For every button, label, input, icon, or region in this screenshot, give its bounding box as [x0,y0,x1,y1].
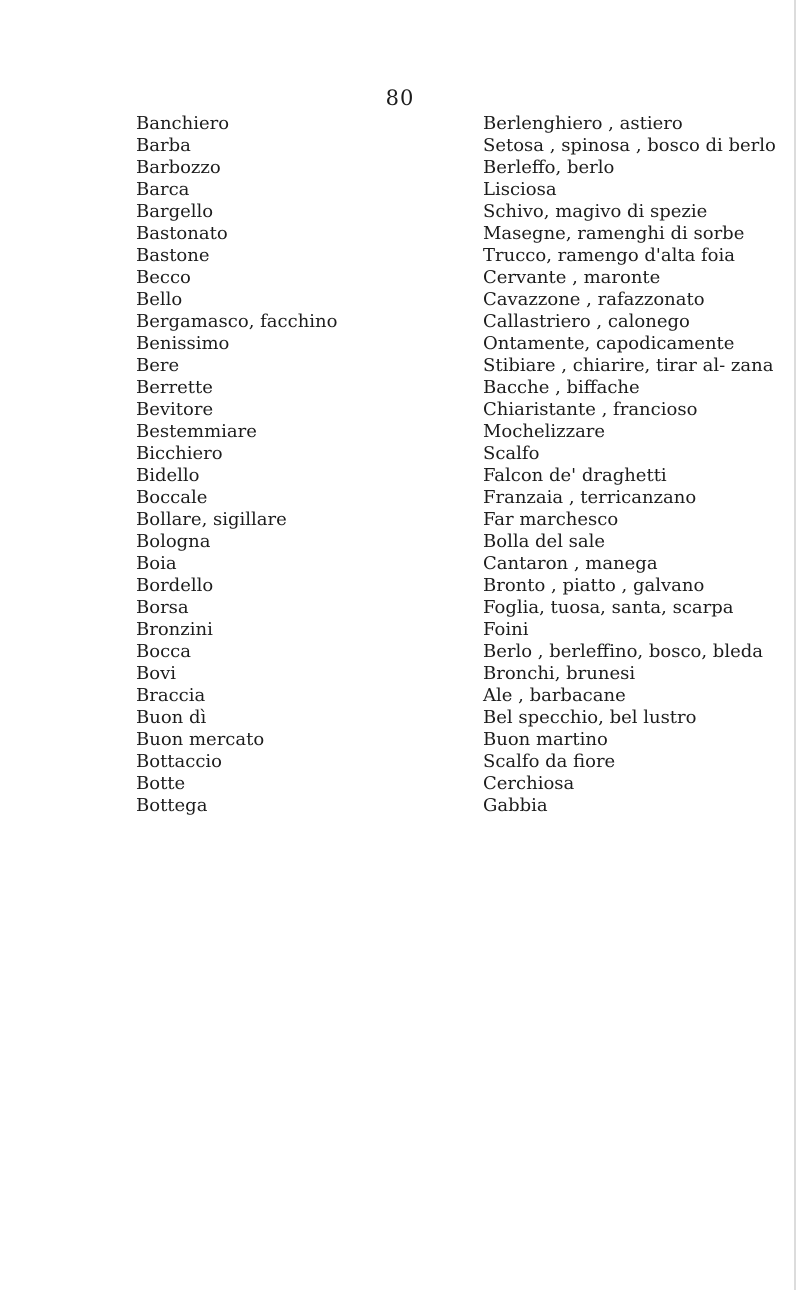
glossary-entry [136,399,776,421]
entry-gloss: Berlo , berleffino, bosco, bleda [483,641,763,662]
entry-term: Barbozzo [136,157,221,178]
entry-term: Bottega [136,795,208,816]
glossary-entry [136,179,776,201]
entry-term: Bevitore [136,399,214,420]
glossary-entry [136,729,776,751]
entry-gloss: Bronchi, brunesi [483,663,636,684]
entry-term: Bicchiero [136,443,223,464]
entry-term: Borsa [136,597,189,618]
entry-gloss: Foglia, tuosa, santa, scarpa [483,597,734,618]
entry-term: Bargello [136,201,214,222]
entry-gloss: Cantaron , manega [483,553,658,574]
glossary-entry [136,795,776,817]
entry-gloss: Trucco, ramengo d'alta foia [483,245,736,266]
glossary-entry [136,333,776,355]
glossary-entry [136,223,776,245]
entry-term: Boccale [136,487,208,508]
glossary-entry [136,575,776,597]
glossary-entry [136,113,776,135]
entry-gloss: Bolla del sale [483,531,606,552]
entry-gloss: Setosa , spinosa , bosco di berlo [483,135,776,156]
glossary-entry [136,663,776,685]
entry-term: Benissimo [136,333,230,354]
entry-term: Barba [136,135,191,156]
entry-gloss: Lisciosa [483,179,557,200]
glossary-entry [136,773,776,795]
entry-gloss: Foini [483,619,529,640]
glossary-entry [136,685,776,707]
entry-gloss: Chiaristante , francioso [483,399,698,420]
glossary-entry [136,355,776,377]
entry-term: Bordello [136,575,214,596]
entry-term: Bocca [136,641,191,662]
entry-gloss: Schivo, magivo di spezie [483,201,708,222]
glossary-entry [136,245,776,267]
entry-gloss: Ontamente, capodicamente [483,333,735,354]
entry-gloss: Berleffo, berlo [483,157,615,178]
glossary-entry [136,421,776,443]
glossary-entry [136,311,776,333]
entry-gloss: Scalfo [483,443,540,464]
glossary-entry [136,751,776,773]
entry-term: Banchiero [136,113,230,134]
entry-gloss: Bronto , piatto , galvano [483,575,705,596]
glossary-entry [136,531,776,553]
glossary-entry [136,641,776,663]
entry-term: Bello [136,289,183,310]
glossary-entry [136,707,776,729]
entry-term: Berrette [136,377,213,398]
glossary-entry [136,289,776,311]
glossary-entry [136,465,776,487]
entry-term: Bastone [136,245,210,266]
entry-gloss: Far marchesco [483,509,619,530]
entry-gloss: Mochelizzare [483,421,606,442]
entry-gloss: Cerchiosa [483,773,575,794]
entry-gloss: Bacche , biffache [483,377,640,398]
entry-term: Barca [136,179,190,200]
page-edge-line [794,0,796,1290]
entry-term: Botte [136,773,186,794]
entry-term: Buon mercato [136,729,265,750]
entry-gloss: Gabbia [483,795,548,816]
glossary-entry [136,267,776,289]
entry-term: Bollare, sigillare [136,509,287,530]
glossary-entry [136,201,776,223]
entry-gloss: Berlenghiero , astiero [483,113,683,134]
glossary-entry [136,619,776,641]
entry-gloss: Ale , barbacane [483,685,626,706]
glossary-list [136,113,776,817]
entry-term: Bottaccio [136,751,223,772]
entry-term: Bere [136,355,180,376]
entry-term: Bestemmiare [136,421,257,442]
glossary-entry [136,135,776,157]
glossary-entry [136,157,776,179]
glossary-entry [136,487,776,509]
entry-gloss: Franzaia , terricanzano [483,487,697,508]
entry-gloss: Buon martino [483,729,608,750]
entry-gloss: Callastriero , calonego [483,311,690,332]
entry-term: Bergamasco, facchino [136,311,338,332]
entry-gloss: Masegne, ramenghi di sorbe [483,223,745,244]
entry-term: Buon dì [136,707,207,728]
entry-term: Bastonato [136,223,228,244]
entry-gloss: Cavazzone , rafazzonato [483,289,705,310]
entry-term: Braccia [136,685,206,706]
entry-gloss: Stibiare , chiarire, tirar al- zana [483,355,774,376]
glossary-entry [136,443,776,465]
entry-term: Bologna [136,531,211,552]
glossary-entry [136,597,776,619]
entry-term: Becco [136,267,191,288]
entry-term: Bovi [136,663,176,684]
entry-gloss: Cervante , maronte [483,267,661,288]
entry-term: Boia [136,553,177,574]
entry-gloss: Scalfo da fiore [483,751,616,772]
glossary-entry [136,377,776,399]
entry-gloss: Bel specchio, bel lustro [483,707,697,728]
glossary-entry [136,509,776,531]
entry-gloss: Falcon de' draghetti [483,465,667,486]
entry-term: Bidello [136,465,200,486]
entry-term: Bronzini [136,619,213,640]
glossary-entry [136,553,776,575]
page-number: 80 [385,86,415,110]
